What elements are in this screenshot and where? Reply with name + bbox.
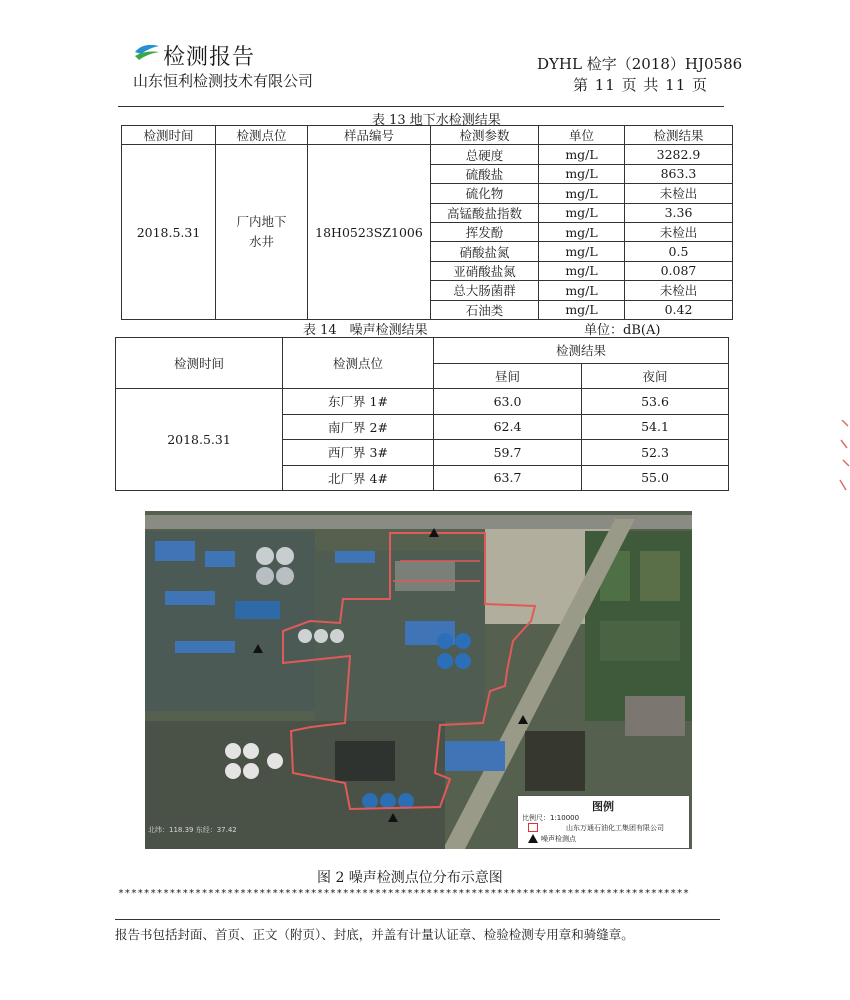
col-header: 检测时间 xyxy=(116,338,283,389)
table13-caption: 表 13 地下水检测结果 xyxy=(372,113,501,128)
legend-title: 图例 xyxy=(592,800,614,813)
unit-cell: mg/L xyxy=(539,203,625,222)
night-cell: 53.6 xyxy=(582,389,729,415)
triangle-icon xyxy=(528,834,538,843)
col-header: 检测结果 xyxy=(434,338,729,364)
seal-edge-mark xyxy=(838,420,850,500)
sampling-date: 2018.5.31 xyxy=(122,145,216,320)
groundwater-table xyxy=(121,125,733,320)
night-cell: 55.0 xyxy=(582,465,729,491)
table-row xyxy=(122,145,733,164)
param-cell: 硫酸盐 xyxy=(431,164,539,183)
col-header: 检测点位 xyxy=(216,126,308,145)
result-cell: 未检出 xyxy=(625,184,733,203)
sample-id: 18H0523SZ1006 xyxy=(308,145,431,320)
col-header: 夜间 xyxy=(582,363,729,389)
col-header: 检测时间 xyxy=(122,126,216,145)
table-row xyxy=(116,389,729,415)
result-cell: 3.36 xyxy=(625,203,733,222)
day-cell: 63.7 xyxy=(434,465,582,491)
result-cell: 0.42 xyxy=(625,300,733,319)
page-info: 第 11 页 共 11 页 xyxy=(573,76,709,94)
unit-cell: mg/L xyxy=(539,164,625,183)
result-cell: 未检出 xyxy=(625,281,733,300)
unit-cell: mg/L xyxy=(539,222,625,241)
report-number: DYHL 检字（2018）HJ0586 xyxy=(537,55,743,73)
table14-caption: 表 14 噪声检测结果 xyxy=(303,323,428,338)
param-cell: 硫化物 xyxy=(431,184,539,203)
col-header: 昼间 xyxy=(434,363,582,389)
legend-point-label: 噪声检测点 xyxy=(541,835,576,843)
legend-boundary-label: 山东万通石油化工集团有限公司 xyxy=(566,824,664,832)
unit-cell: mg/L xyxy=(539,184,625,203)
col-header: 检测点位 xyxy=(283,338,434,389)
legend-scale: 比例尺：1:10000 xyxy=(522,814,580,822)
result-cell: 3282.9 xyxy=(625,145,733,164)
day-cell: 63.0 xyxy=(434,389,582,415)
map-coordinates: 北纬：118.39 东经：37.42 xyxy=(148,826,237,834)
param-cell: 高锰酸盐指数 xyxy=(431,203,539,222)
star-separator: ***************************************************************************************** xyxy=(118,888,690,899)
day-cell: 62.4 xyxy=(434,414,582,440)
map-legend xyxy=(517,795,690,849)
param-cell: 挥发酚 xyxy=(431,222,539,241)
report-title: 检测报告 xyxy=(163,45,256,70)
noise-date: 2018.5.31 xyxy=(116,389,283,491)
footer-divider xyxy=(115,919,720,920)
unit-cell: mg/L xyxy=(539,145,625,164)
unit-cell: mg/L xyxy=(539,281,625,300)
col-header: 单位 xyxy=(539,126,625,145)
point-cell: 西厂界 3# xyxy=(283,440,434,466)
night-cell: 52.3 xyxy=(582,440,729,466)
param-cell: 总硬度 xyxy=(431,145,539,164)
point-cell: 北厂界 4# xyxy=(283,465,434,491)
company-name: 山东恒利检测技术有限公司 xyxy=(133,72,314,90)
unit-cell: mg/L xyxy=(539,300,625,319)
unit-cell: mg/L xyxy=(539,261,625,280)
table14-unit: 单位：dB(A) xyxy=(584,323,661,338)
point-cell: 东厂界 1# xyxy=(283,389,434,415)
col-header: 检测结果 xyxy=(625,126,733,145)
param-cell: 亚硝酸盐氮 xyxy=(431,261,539,280)
unit-cell: mg/L xyxy=(539,242,625,261)
night-cell: 54.1 xyxy=(582,414,729,440)
header-divider xyxy=(118,106,724,107)
table-header-row xyxy=(116,338,729,364)
day-cell: 59.7 xyxy=(434,440,582,466)
result-cell: 863.3 xyxy=(625,164,733,183)
result-cell: 未检出 xyxy=(625,222,733,241)
figure-caption: 图 2 噪声检测点位分布示意图 xyxy=(317,870,503,886)
noise-table xyxy=(115,337,729,491)
boundary-box-icon xyxy=(528,823,538,832)
company-logo-icon xyxy=(133,40,161,62)
param-cell: 硝酸盐氮 xyxy=(431,242,539,261)
footer-note: 报告书包括封面、首页、正文（附页）、封底，并盖有计量认证章、检验检测专用章和骑缝章。 xyxy=(115,927,634,942)
col-header: 检测参数 xyxy=(431,126,539,145)
result-cell: 0.5 xyxy=(625,242,733,261)
col-header: 样品编号 xyxy=(308,126,431,145)
result-cell: 0.087 xyxy=(625,261,733,280)
param-cell: 石油类 xyxy=(431,300,539,319)
param-cell: 总大肠菌群 xyxy=(431,281,539,300)
sampling-location: 厂内地下水井 xyxy=(216,145,308,320)
point-cell: 南厂界 2# xyxy=(283,414,434,440)
table-header-row xyxy=(122,126,733,145)
